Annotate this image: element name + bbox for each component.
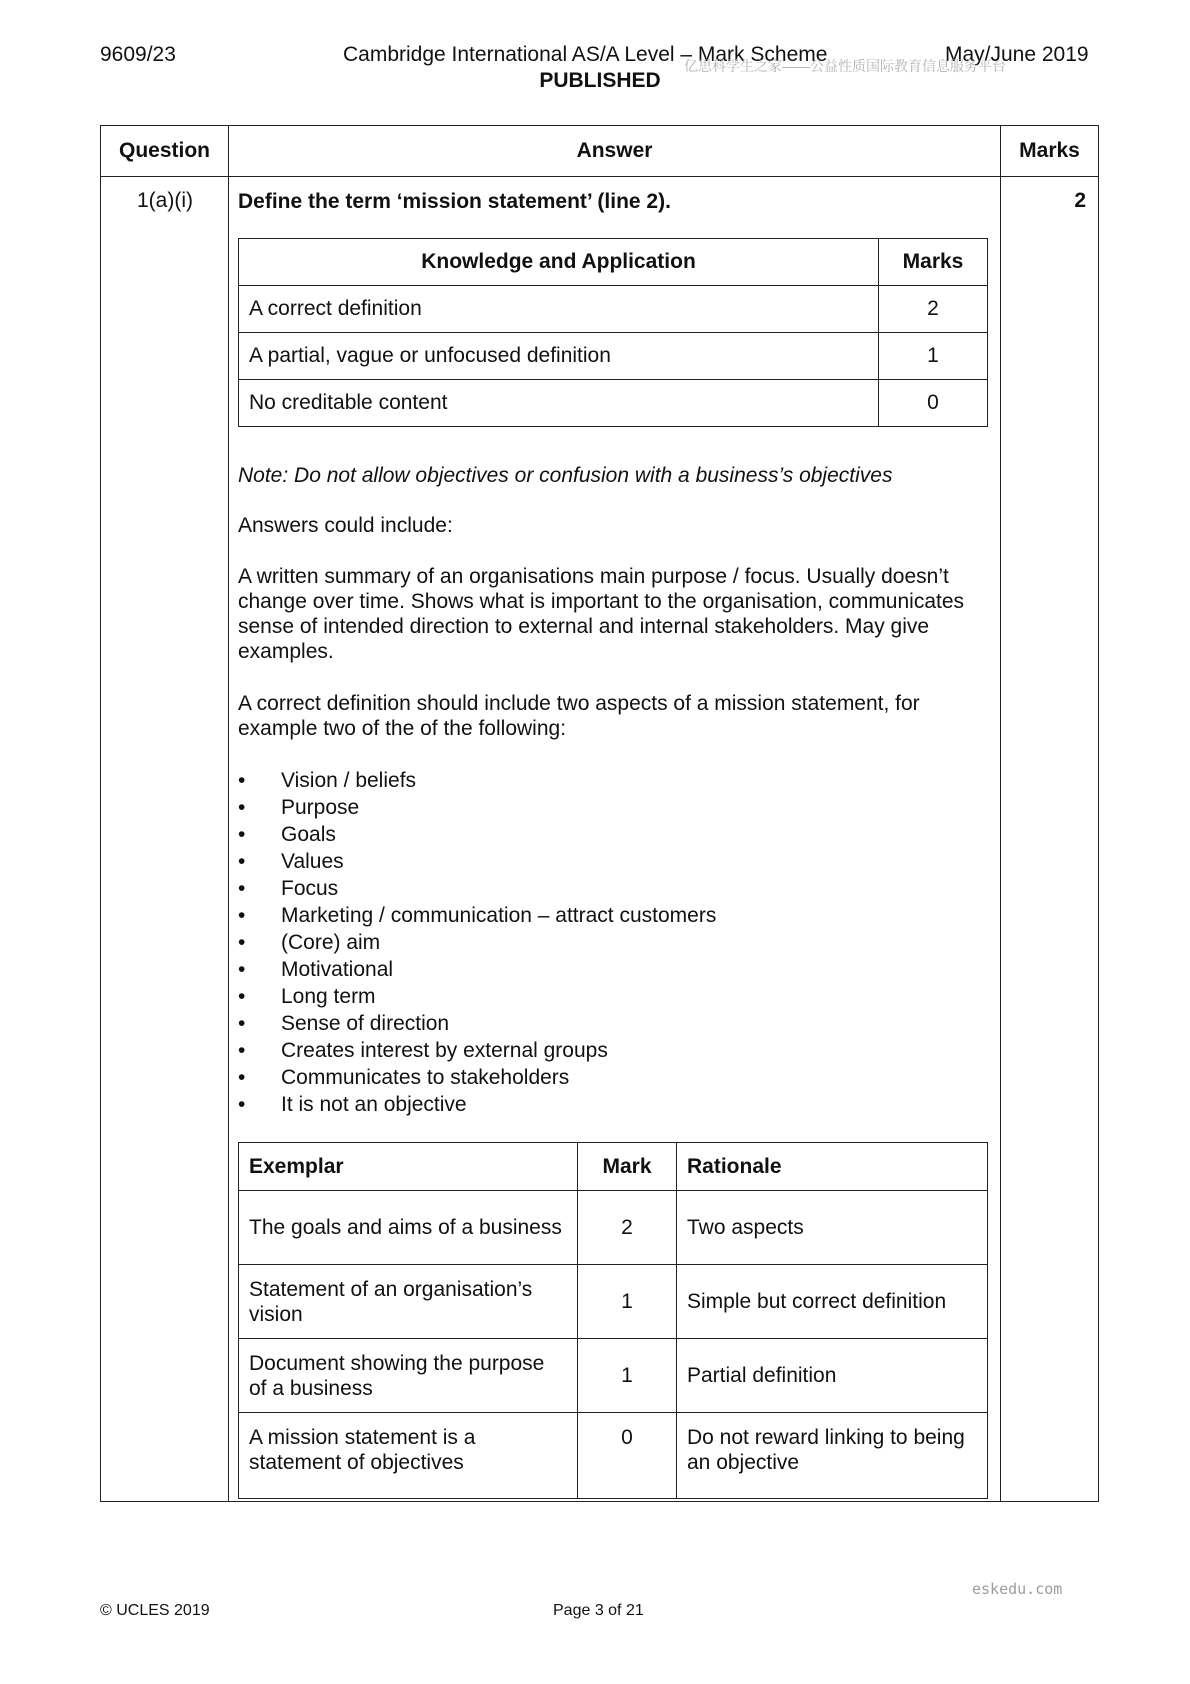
knowledge-application-table [238,238,988,427]
bullet-icon: • [238,904,246,927]
list-item-text: Goals [281,823,336,846]
column-divider [228,126,229,1501]
table-row [239,380,988,427]
bullet-icon: • [238,877,246,900]
aspects-list [238,767,716,1118]
question-prompt: Define the term ‘mission statement’ (line 2). [238,190,671,213]
list-item [238,1091,716,1118]
table-cell: 0 [879,380,988,427]
list-item-text: Long term [281,985,376,1008]
table-cell: 2 [879,286,988,333]
table-row [239,1339,988,1413]
watermark-text: 亿思科学生之家——公益性质国际教育信息服务平台 [684,58,1006,74]
header-marks: Marks [1019,139,1080,162]
bullet-icon: • [238,1093,246,1116]
table-header-cell: Rationale [677,1143,988,1191]
list-item-text: Focus [281,877,339,900]
table-row [239,1413,988,1499]
paper-code: 9609/23 [100,43,176,66]
list-item-text: Sense of direction [281,1012,450,1035]
bullet-icon: • [238,1012,246,1035]
table-cell: Two aspects [677,1191,988,1265]
list-item [238,1037,716,1064]
table-cell: 1 [879,333,988,380]
table-row [239,333,988,380]
bullet-icon: • [238,850,246,873]
list-item [238,821,716,848]
bullet-icon: • [238,823,246,846]
table-header-row [239,1143,988,1191]
table-cell: Statement of an organisation’s vision [239,1265,578,1339]
list-item-text: Motivational [281,958,394,981]
table-header-cell: Marks [879,239,988,286]
column-divider [1000,126,1001,1501]
table-cell: 1 [578,1265,677,1339]
list-item [238,1010,716,1037]
table-cell: 0 [578,1413,677,1499]
table-cell: Simple but correct definition [677,1265,988,1339]
bullet-icon: • [238,931,246,954]
list-item [238,875,716,902]
table-cell: A correct definition [239,286,879,333]
exam-session: May/June 2019 [945,43,1089,66]
question-number: 1(a)(i) [137,189,193,212]
table-header-cell: Mark [578,1143,677,1191]
bullet-icon: • [238,1066,246,1089]
list-item-text: (Core) aim [281,931,381,954]
bullet-icon: • [238,1039,246,1062]
table-cell: No creditable content [239,380,879,427]
table-cell: 2 [578,1191,677,1265]
table-cell: The goals and aims of a business [239,1191,578,1265]
footer-page-number: Page 3 of 21 [553,1602,644,1619]
list-item [238,929,716,956]
list-item [238,767,716,794]
list-item-text: It is not an objective [281,1093,467,1116]
list-item-text: Communicates to stakeholders [281,1066,570,1089]
list-item [238,848,716,875]
header-answer: Answer [576,139,653,162]
table-cell: 1 [578,1339,677,1413]
site-watermark: eskedu.com [972,1580,1063,1598]
header-divider [101,176,1098,177]
footer-copyright: © UCLES 2019 [100,1602,210,1619]
list-item-text: Creates interest by external groups [281,1039,608,1062]
header-question: Question [118,139,210,162]
table-row [239,286,988,333]
table-cell: Document showing the purpose of a business [239,1339,578,1413]
list-item [238,1064,716,1091]
list-item [238,902,716,929]
list-item [238,983,716,1010]
table-header-row [239,239,988,286]
question-marks: 2 [1074,189,1086,212]
table-row [239,1191,988,1265]
list-item-text: Vision / beliefs [281,769,417,792]
list-item-text: Purpose [281,796,360,819]
bullet-icon: • [238,769,246,792]
criteria-paragraph: A correct definition should include two aspects of a mission statement, for example two of the of the following: [238,692,920,740]
table-cell: Partial definition [677,1339,988,1413]
list-item [238,956,716,983]
note-text: Note: Do not allow objectives or confusion with a business’s objectives [238,464,893,487]
document-title: Cambridge International AS/A Level – Mark Scheme [343,43,828,66]
answers-intro: Answers could include: [238,514,453,537]
list-item [238,794,716,821]
exemplar-table [238,1142,988,1499]
bullet-icon: • [238,796,246,819]
table-row [239,1265,988,1339]
table-cell: A mission statement is a statement of objectives [239,1413,578,1499]
bullet-icon: • [238,958,246,981]
list-item-text: Values [281,850,344,873]
bullet-icon: • [238,985,246,1008]
table-cell: Do not reward linking to being an objective [677,1413,988,1499]
table-header-cell: Knowledge and Application [239,239,879,286]
published-label: PUBLISHED [539,69,661,92]
list-item-text: Marketing / communication – attract customers [281,904,717,927]
table-cell: A partial, vague or unfocused definition [239,333,879,380]
summary-paragraph: A written summary of an organisations main purpose / focus. Usually doesn’t change over time. Shows what is important to the organisation, communicates sense of intended direction to external and internal stakeholders. May give examples. [238,565,965,663]
table-header-cell: Exemplar [239,1143,578,1191]
